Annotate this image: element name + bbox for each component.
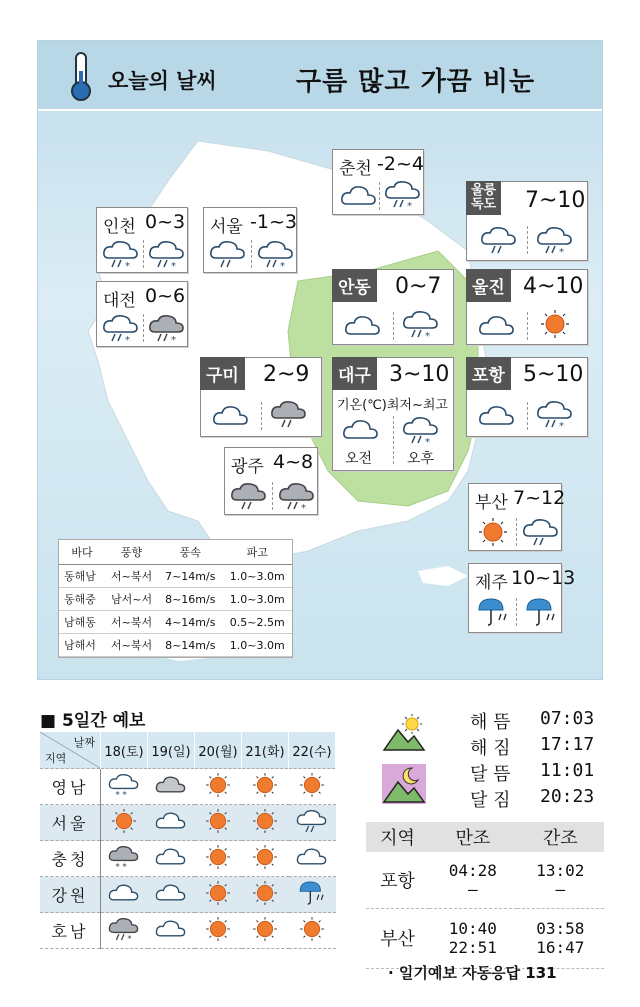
forecast-cell <box>148 805 195 841</box>
city-temp: 3~10 <box>389 362 450 387</box>
tide-time: 13:02 <box>536 860 585 880</box>
city-card-pohang <box>466 357 588 437</box>
city-card-seoul <box>203 207 297 273</box>
city-temp: 10~13 <box>511 567 576 589</box>
table-row <box>59 588 292 611</box>
svg-text:*: * <box>301 503 306 512</box>
sea-cell: 1.0~3.0m <box>222 588 292 611</box>
city-name-line2: 독도 <box>471 197 497 212</box>
sea-header: 풍향 <box>105 540 158 565</box>
cloudy-icon <box>295 843 329 871</box>
sunny-icon <box>295 915 329 943</box>
sunny-icon <box>201 807 235 835</box>
forecast-cell <box>148 877 195 913</box>
forecast-region: 영남 <box>40 769 101 805</box>
forecast-cell <box>289 805 336 841</box>
table-row <box>40 841 336 877</box>
forecast-corner <box>40 732 101 769</box>
city-name: 포항 <box>466 357 511 390</box>
city-card-chuncheon <box>332 149 424 215</box>
weather-summary: 구름 많고 가끔 비눈 <box>296 67 536 97</box>
sea-header: 파고 <box>222 540 292 565</box>
sunset-row <box>470 734 595 760</box>
city-card-busan <box>468 483 566 551</box>
snow-cloud-icon <box>107 771 141 799</box>
tide-time: – <box>468 879 478 899</box>
sunny-icon <box>248 771 282 799</box>
sunny-icon <box>248 843 282 871</box>
legend-pm: 오후 <box>407 451 435 467</box>
svg-text:*: * <box>425 331 430 340</box>
tide-time: 16:47 <box>536 938 585 957</box>
cloud-icon <box>211 400 251 432</box>
rain-icon <box>521 516 561 548</box>
rain-snow-icon <box>101 312 141 344</box>
forecast-cell <box>148 913 195 949</box>
forecast-cell <box>242 913 289 949</box>
city-card-ulleung-dokdo <box>466 181 588 261</box>
corner-date-label: 날짜 <box>73 736 95 749</box>
sunny-icon <box>248 807 282 835</box>
city-name: 대전 <box>103 291 136 311</box>
forecast-cell <box>148 841 195 877</box>
tide-location: 부산 <box>366 908 429 968</box>
tide-high <box>429 908 516 968</box>
sunrise-mountain-icon <box>382 712 426 752</box>
city-temp: 7~12 <box>513 487 566 509</box>
city-temp: 0~7 <box>395 274 442 299</box>
umbrella-icon <box>473 596 513 628</box>
table-row <box>366 908 604 968</box>
sun-icon <box>473 516 513 548</box>
sea-cell: 8~16m/s <box>158 588 222 611</box>
rain-snow-icon <box>101 238 141 270</box>
city-temp: 4~8 <box>273 451 314 473</box>
sun-moon-label: 달 짐 <box>470 790 511 811</box>
sea-cell: 8~14m/s <box>158 634 222 657</box>
tide-time: – <box>555 879 566 899</box>
today-weather-label: 오늘의 날씨 <box>108 69 217 93</box>
tide-header: 간조 <box>517 822 604 852</box>
cloud-icon <box>341 414 381 446</box>
sun-moon-label: 해 뜸 <box>470 712 511 733</box>
city-name: 인천 <box>103 217 136 237</box>
tide-table <box>366 822 604 969</box>
sea-conditions-table <box>58 539 293 658</box>
thermometer-icon <box>66 51 96 103</box>
cloudy-icon <box>154 879 188 907</box>
city-card-daegu <box>332 357 454 471</box>
city-temp: 2~9 <box>263 362 310 387</box>
sun-icon <box>535 308 575 340</box>
tide-low <box>517 852 604 908</box>
rain-snow-icon <box>535 224 575 256</box>
rain-cloud-icon <box>295 807 329 835</box>
city-temp: 7~10 <box>525 188 586 213</box>
table-row <box>40 805 336 841</box>
rain-icon <box>479 224 519 256</box>
city-temp: -1~3 <box>250 211 297 233</box>
forecast-hotline: · 일기예보 자동응답 131 <box>388 964 557 982</box>
moonset-row <box>470 786 595 812</box>
table-row <box>366 852 604 908</box>
forecast-cell <box>289 841 336 877</box>
forecast-day-header: 21(화) <box>242 732 289 769</box>
tide-low <box>517 908 604 968</box>
city-tag <box>466 181 501 215</box>
sun-moon-time: 07:03 <box>540 708 595 729</box>
sea-header: 풍속 <box>158 540 222 565</box>
cloud-icon <box>339 180 379 212</box>
dark-snow-icon <box>107 843 141 871</box>
tide-time: 03:58 <box>536 919 585 938</box>
sunny-icon <box>248 915 282 943</box>
table-row <box>40 769 336 805</box>
sea-cell: 0.5~2.5m <box>222 611 292 634</box>
rain-snow-icon <box>147 238 187 270</box>
forecast-cell <box>289 877 336 913</box>
tide-high <box>429 852 516 908</box>
tide-time: 10:40 <box>448 919 497 938</box>
forecast-region: 충청 <box>40 841 101 877</box>
umbrella-icon <box>295 879 329 907</box>
sea-cell: 동해중 <box>59 588 105 611</box>
forecast-cell <box>289 913 336 949</box>
city-temp: 4~10 <box>523 274 584 299</box>
forecast-cell <box>195 877 242 913</box>
map-header <box>38 41 603 111</box>
sunny-icon <box>201 771 235 799</box>
sea-cell: 서~북서 <box>105 565 158 588</box>
city-name: 울진 <box>466 269 511 302</box>
cloudy-icon <box>154 843 188 871</box>
city-card-andong <box>332 269 454 345</box>
sunny-icon <box>248 879 282 907</box>
sun-moon-time: 11:01 <box>540 760 595 781</box>
rain-snow-icon <box>535 398 575 430</box>
forecast-cell <box>148 769 195 805</box>
forecast-day-header: 19(일) <box>148 732 195 769</box>
sunny-icon <box>201 879 235 907</box>
svg-text:*: * <box>407 201 412 210</box>
cloudy-icon <box>154 915 188 943</box>
forecast-cell <box>289 769 336 805</box>
cloud-icon <box>343 310 383 342</box>
forecast-region: 호남 <box>40 913 101 949</box>
tide-time: 22:51 <box>448 938 497 957</box>
moonrise-row <box>470 760 595 786</box>
forecast-cell <box>101 769 148 805</box>
dark-rain-icon <box>269 398 309 430</box>
city-name: 부산 <box>475 493 508 513</box>
forecast-day-header: 22(수) <box>289 732 336 769</box>
city-name: 춘천 <box>339 159 372 179</box>
city-name: 구미 <box>200 357 245 390</box>
svg-text:* *: * * <box>115 862 127 871</box>
legend-am: 오전 <box>345 451 373 467</box>
sea-cell: 1.0~3.0m <box>222 634 292 657</box>
rain-snow-icon <box>256 238 296 270</box>
sea-cell: 동해남 <box>59 565 105 588</box>
umbrella-icon <box>521 596 561 628</box>
sunny-icon <box>201 843 235 871</box>
table-row <box>59 565 292 588</box>
sea-cell: 남해서 <box>59 634 105 657</box>
city-card-jeju <box>468 563 576 633</box>
rain-snow-icon <box>401 414 441 446</box>
weather-map <box>37 40 603 680</box>
svg-text:*: * <box>171 335 176 344</box>
forecast-cell <box>101 805 148 841</box>
sea-cell: 서~북서 <box>105 634 158 657</box>
svg-text:*: * <box>559 247 564 256</box>
svg-text:*: * <box>425 437 430 446</box>
forecast-cell <box>195 841 242 877</box>
sun-moon-label: 해 짐 <box>470 738 511 759</box>
sun-moon-label: 달 뜸 <box>470 764 511 785</box>
forecast-day-header: 18(토) <box>101 732 148 769</box>
forecast-cell <box>195 913 242 949</box>
tide-location: 포항 <box>366 852 429 908</box>
corner-region-label: 지역 <box>45 752 67 765</box>
svg-text:*: * <box>280 261 285 270</box>
table-row <box>59 611 292 634</box>
city-name: 안동 <box>332 269 377 302</box>
city-card-incheon <box>96 207 188 273</box>
rain-icon <box>208 238 248 270</box>
five-day-forecast-table <box>40 732 336 949</box>
city-name-line1: 울릉 <box>471 183 497 198</box>
forecast-day-header: 20(월) <box>195 732 242 769</box>
city-temp: 0~3 <box>145 211 186 233</box>
dark-rain-icon <box>229 480 269 512</box>
city-temp: 5~10 <box>523 362 584 387</box>
sea-cell: 서~북서 <box>105 611 158 634</box>
svg-text:*: * <box>125 261 130 270</box>
city-name: 제주 <box>475 573 508 593</box>
forecast-cell <box>101 841 148 877</box>
svg-text:*: * <box>127 934 132 943</box>
forecast-cell <box>195 769 242 805</box>
moonrise-mountain-icon <box>382 764 426 804</box>
legend-caption: 기온(℃)최저~최고 <box>337 398 448 413</box>
svg-text:* *: * * <box>115 790 127 799</box>
city-name: 대구 <box>332 357 377 390</box>
cloud-icon <box>477 400 517 432</box>
cloud-icon <box>477 310 517 342</box>
dark-rain-snow-icon <box>147 312 187 344</box>
dark-rain-snow-icon <box>277 480 317 512</box>
svg-text:*: * <box>559 421 564 430</box>
forecast-cell <box>242 877 289 913</box>
svg-text:*: * <box>171 261 176 270</box>
city-temp: 0~6 <box>145 285 186 307</box>
sun-moon-time: 17:17 <box>540 734 595 755</box>
city-name: 광주 <box>231 457 264 477</box>
city-card-uljin <box>466 269 588 345</box>
svg-text:*: * <box>125 335 130 344</box>
forecast-cell <box>101 913 148 949</box>
table-row <box>40 877 336 913</box>
sea-cell: 1.0~3.0m <box>222 565 292 588</box>
sunny-icon <box>295 771 329 799</box>
dark-rain-snow-icon <box>107 915 141 943</box>
sea-cell: 남해동 <box>59 611 105 634</box>
sun-moon-time: 20:23 <box>540 786 595 807</box>
rain-snow-icon <box>401 308 441 340</box>
forecast-region: 서울 <box>40 805 101 841</box>
sea-cell: 4~14m/s <box>158 611 222 634</box>
city-card-daejeon <box>96 281 188 347</box>
forecast-cell <box>242 841 289 877</box>
sunny-icon <box>107 807 141 835</box>
gray-cloud-icon <box>154 771 188 799</box>
sea-header: 바다 <box>59 540 105 565</box>
city-card-gwangju <box>224 447 318 515</box>
forecast-cell <box>195 805 242 841</box>
city-name: 서울 <box>210 217 243 237</box>
tide-header: 만조 <box>429 822 516 852</box>
rain-snow-icon <box>383 178 423 210</box>
forecast-region: 강원 <box>40 877 101 913</box>
table-row <box>59 634 292 657</box>
table-row <box>40 913 336 949</box>
forecast-cell <box>242 805 289 841</box>
city-card-gumi <box>200 357 322 437</box>
five-day-forecast-title: ■ 5일간 예보 <box>40 711 146 731</box>
cloudy-icon <box>107 879 141 907</box>
city-temp: -2~4 <box>377 153 424 175</box>
sunny-icon <box>201 915 235 943</box>
sunrise-row <box>470 708 595 734</box>
sea-cell: 7~14m/s <box>158 565 222 588</box>
tide-header: 지역 <box>366 822 429 852</box>
tide-time: 04:28 <box>448 860 497 880</box>
sea-cell: 남서~서 <box>105 588 158 611</box>
cloudy-icon <box>154 807 188 835</box>
forecast-cell <box>242 769 289 805</box>
forecast-cell <box>101 877 148 913</box>
